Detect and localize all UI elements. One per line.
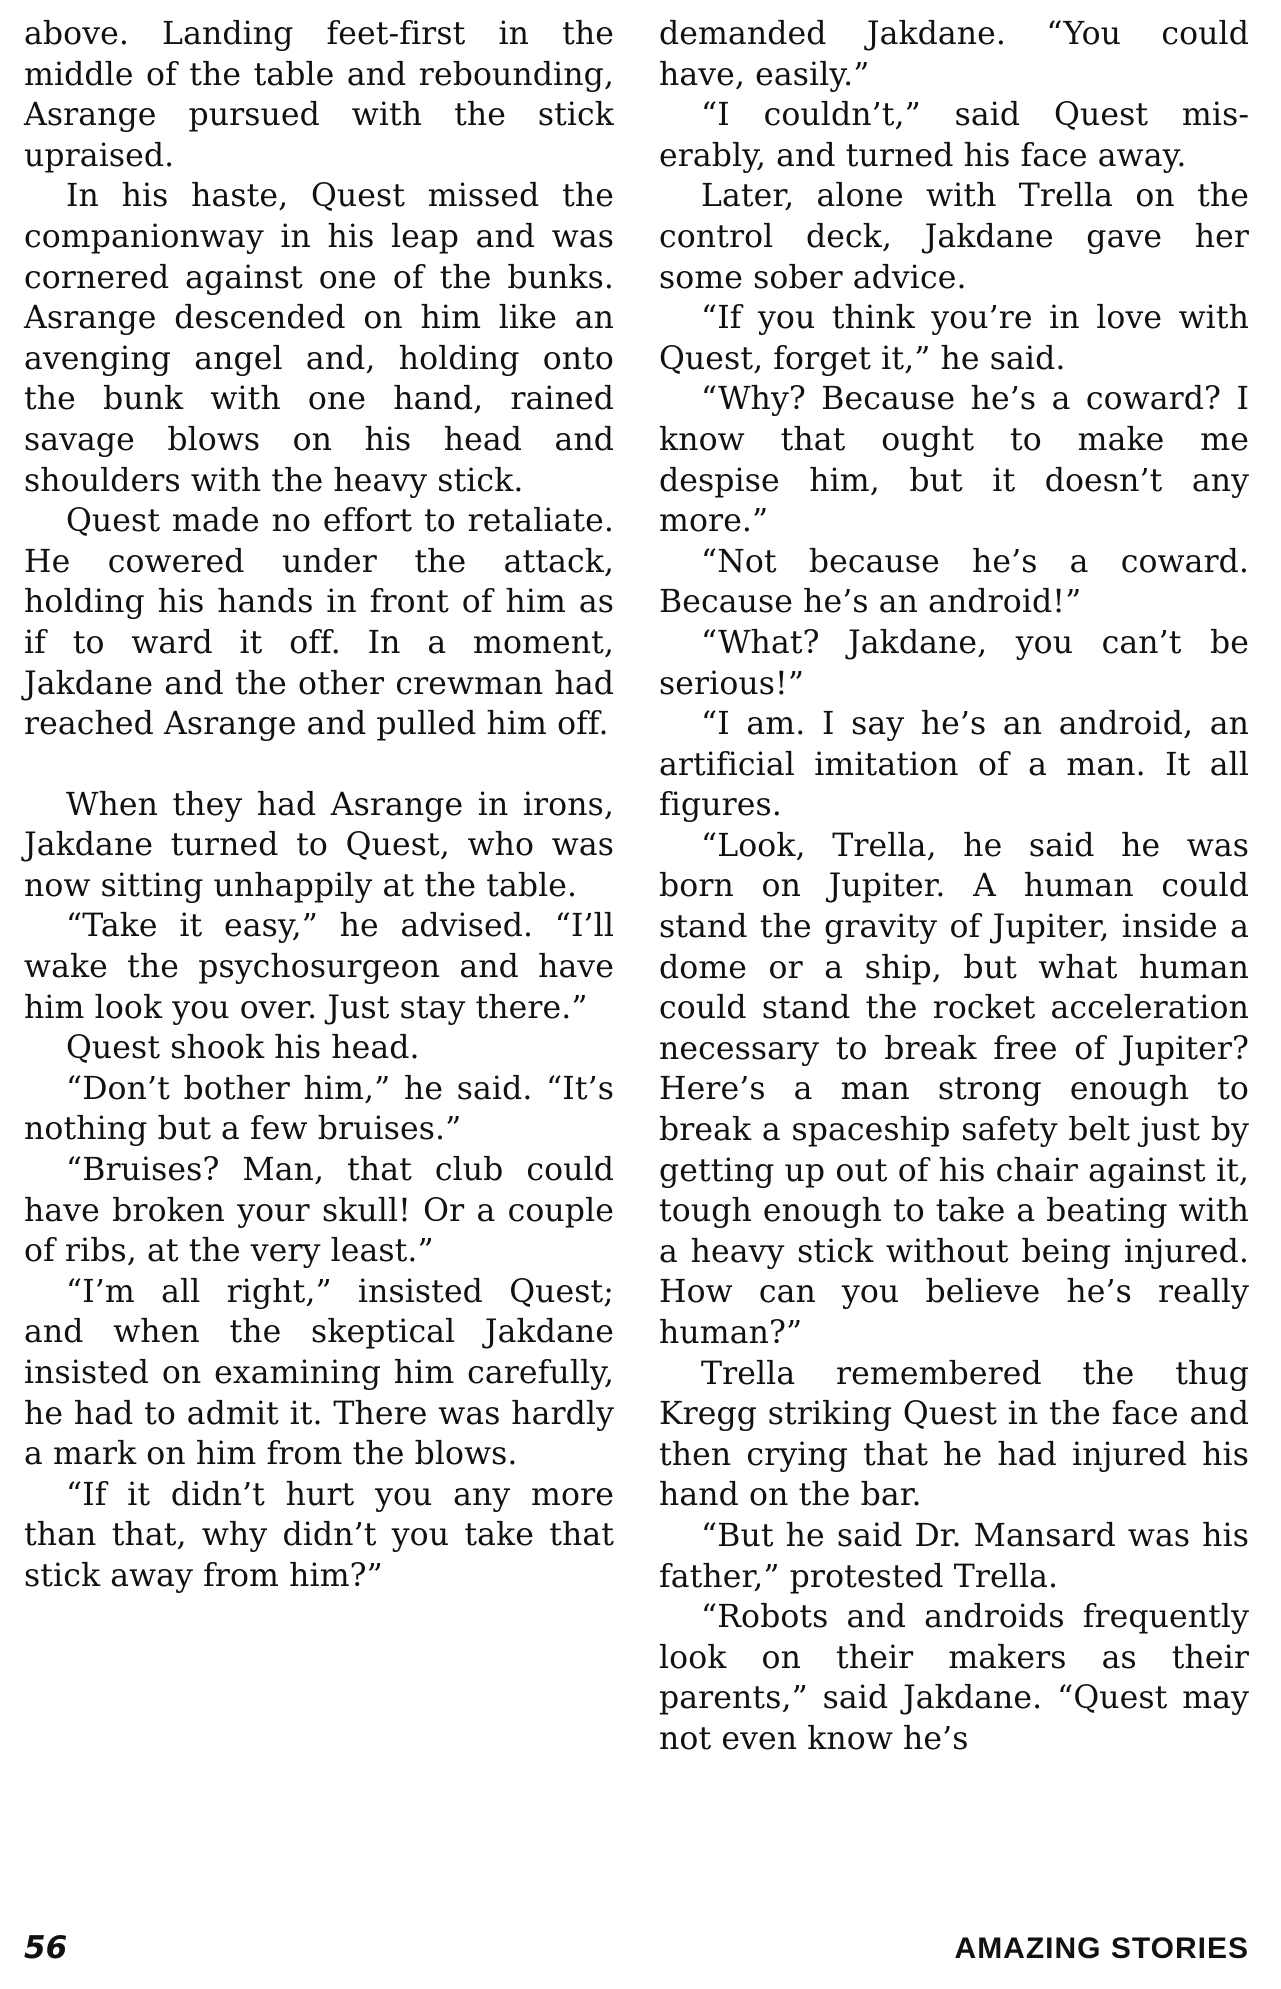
paragraph: “I am. I say he’s an android, an artificial imitation of a man. It all figures. (659, 706, 1249, 824)
paragraph: In his haste, Quest missed the companionway in his leap and was cornered against one of the bunks. Asrange descended on him like an avenging angel and, holding onto the bunk with one hand, rained savage blows on his head and shoulders with the heavy stick. (24, 178, 614, 499)
paragraph: “What? Jakdane, you can’t be serious!” (659, 624, 1249, 702)
paragraph: “If it didn’t hurt you any more than that, why didn’t you take that stick away from him?” (24, 1476, 614, 1594)
paragraph: When they had Asrange in irons, Jakdane turned to Quest, who was now sitting unhappily at the table. (24, 786, 614, 904)
paragraph: Trella remembered the thug Kregg striking Quest in the face and then crying that he had injured his hand on the bar. (659, 1355, 1249, 1514)
paragraph: “Don’t bother him,” he said. “It’s nothing but a few bruises.” (24, 1070, 614, 1148)
paragraph: “Bruises? Man, that club could have broken your skull! Or a couple of ribs, at the very least.” (24, 1152, 614, 1270)
left-column (24, 14, 614, 1597)
paragraph: “But he said Dr. Mansard was his father,” protested Trella. (659, 1517, 1249, 1595)
paragraph: Quest shook his head. (66, 1030, 420, 1067)
paragraph: Quest made no effort to retaliate. He cowered under the attack, holding his hands in front of him as if to ward it off. In a moment, Jakdane and the other crewman had reached Asrange and pulled him off. (24, 503, 614, 743)
paragraph: “Not because he’s a coward. Because he’s an android!” (659, 543, 1249, 621)
paragraph: “I’m all right,” insisted Quest; and when the skeptical Jakdane insisted on examining him carefully, he had to admit it. There was hardly a mark on him from the blows. (24, 1273, 614, 1473)
right-column (659, 14, 1249, 1760)
paragraph: “Look, Trella, he said he was born on Jupiter. A human could stand the gravity of Jupiter, inside a dome or a ship, but what human could stand the rocket acceleration necessary to break free of Jupiter? Here’s a man strong enough to break a spaceship safety belt just by getting up out of his chair against it, tough enough to take a beating with a heavy stick without being injured. How can you believe he’s really human?” (659, 827, 1249, 1351)
page-footer (24, 1930, 1249, 1978)
paragraph: “Robots and androids frequently look on their makers as their parents,” said Jakdane. “Quest may not even know he’s (659, 1599, 1249, 1757)
paragraph: Later, alone with Trella on the control deck, Jakdane gave her some sober advice. (659, 178, 1249, 296)
running-title: AMAZING STORIES (954, 1932, 1249, 1965)
paragraph: “If you think you’re in love with Quest, forget it,” he said. (659, 300, 1249, 377)
paragraph: “I couldn’t,” said Quest miserably, and turned his face away. (659, 97, 1249, 174)
paragraph: “Why? Because he’s a coward? I know that ought to make me despise him, but it doesn’t any more.” (659, 381, 1249, 540)
paragraph: demanded Jakdane. “You could have, easily.” (659, 16, 1249, 93)
paragraph: above. Landing feet-first in the middle of the table and rebounding, Asrange pursued with the stick upraised. (24, 16, 614, 174)
paragraph: “Take it easy,” he advised. “I’ll wake the psychosurgeon and have him look you over. Just stay there.” (24, 908, 614, 1026)
page-number: 56 (24, 1930, 68, 1966)
